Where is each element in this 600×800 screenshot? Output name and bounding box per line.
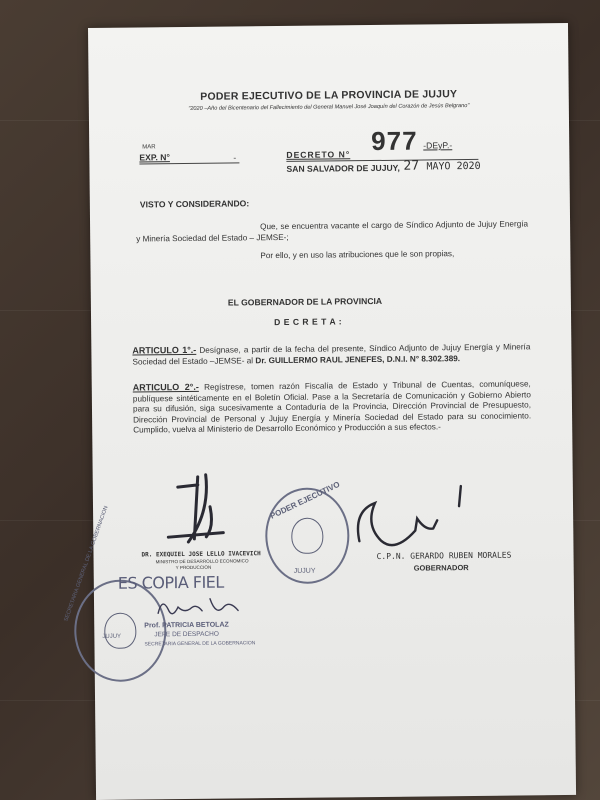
decreto-suffix: -DEyP.- — [423, 140, 453, 151]
minister-role-2: Y PRODUCCION — [175, 564, 212, 571]
seal-emblem-icon — [104, 613, 136, 649]
es-copia-fiel-stamp: ES COPIA FIEL — [117, 572, 224, 593]
stamp-top-text: PODER EJECUTIVO — [268, 479, 342, 521]
copy-signer-office: SECRETARIA GENERAL DE LA GOBERNACION — [144, 640, 256, 648]
governor-role: GOBERNADOR — [413, 563, 469, 573]
exp-underline — [139, 162, 239, 164]
article-1-text: Desígnase, a partir de la fecha del presente, Síndico Adjunto de Jujuy Energía y Minería Sociedad del Estado –JEMSE- al — [132, 342, 531, 367]
decree-place: SAN SALVADOR DE JUJUY, — [286, 162, 400, 174]
stamp-bottom-text: JUJUY — [293, 567, 316, 575]
decreto-number: 977 — [371, 125, 418, 157]
minister-role-1: MINISTRO DE DESARROLLO ECONOMICO — [155, 558, 249, 565]
article-2-label: ARTICULO 2°.- — [132, 381, 199, 393]
seal-ring-text: SECRETARIA GENERAL DE LA GOBERNACION — [63, 505, 110, 623]
decreto-label: DECRETO N° — [286, 149, 351, 160]
document-subtitle: "2020 –Año del Bicentenario del Fallecimiento del General Manuel José Joaquín del Corazón de Jesús Belgrano" — [188, 103, 470, 112]
visto-heading: VISTO Y CONSIDERANDO: — [139, 198, 250, 210]
considerando-paragraph: Que, se encuentra vacante el cargo de Síndico Adjunto de Jujuy Energía y Minería Sociedad del Estado – JEMSE-; — [136, 219, 529, 244]
copy-signer-name: Prof. PATRICIA BETOLAZ — [144, 621, 229, 630]
minister-name: DR. EXEQUIEL JOSE LELLO IVACEVICH — [141, 550, 261, 559]
decreta-heading: D E C R E T A : — [274, 316, 343, 328]
document-title: PODER EJECUTIVO DE LA PROVINCIA DE JUJUY — [200, 88, 458, 103]
secretaria-general-seal — [74, 579, 167, 682]
mar-label: MAR — [142, 144, 156, 151]
gobernador-heading: EL GOBERNADOR DE LA PROVINCIA — [227, 295, 383, 308]
copy-signature — [154, 592, 246, 623]
decree-month-year: MAYO 2020 — [426, 160, 481, 173]
article-1-label: ARTICULO 1°.- — [132, 344, 197, 356]
seal-bottom-text: JUJUY — [102, 633, 122, 640]
por-ello-paragraph: Por ello, y en uso las atribuciones que le son propias, — [260, 249, 455, 261]
exp-label: EXP. N° — [139, 152, 170, 163]
article-2 — [133, 378, 532, 436]
decree-day: 27 — [403, 158, 420, 174]
governor-signature — [355, 480, 476, 561]
article-1 — [132, 341, 530, 367]
copy-signer-role: JEFE DE DESPACHO — [154, 630, 219, 639]
decree-document — [63, 23, 576, 800]
governor-name: C.P.N. GERARDO RUBEN MORALES — [376, 550, 512, 562]
article-2-text: Regístrese, tomen razón Fiscalía de Estado y Tribunal de Cuentas, comuníquese, publíquese sintéticamente en el Boletín Oficial. Pase a la Secretaría de Comunicación y Gobierno Abierto para su difusión, siga sucesivamente a Contaduría de la Provincia, Dirección Provincial de Presupuesto, Dirección Provincial de Personal y Jujuy Energía y Minería Sociedad del Estado para su conocimiento. Cumplido, vuelva al Ministerio de Desarrollo Económico y Producción a sus efectos.- — [132, 379, 532, 435]
exp-dash: - — [233, 152, 237, 163]
minister-signature — [148, 466, 239, 547]
article-1-appointee: Dr. GUILLERMO RAUL JENEFES, D.N.I. N° 8.302.389. — [255, 353, 461, 365]
province-emblem-icon — [291, 518, 323, 554]
